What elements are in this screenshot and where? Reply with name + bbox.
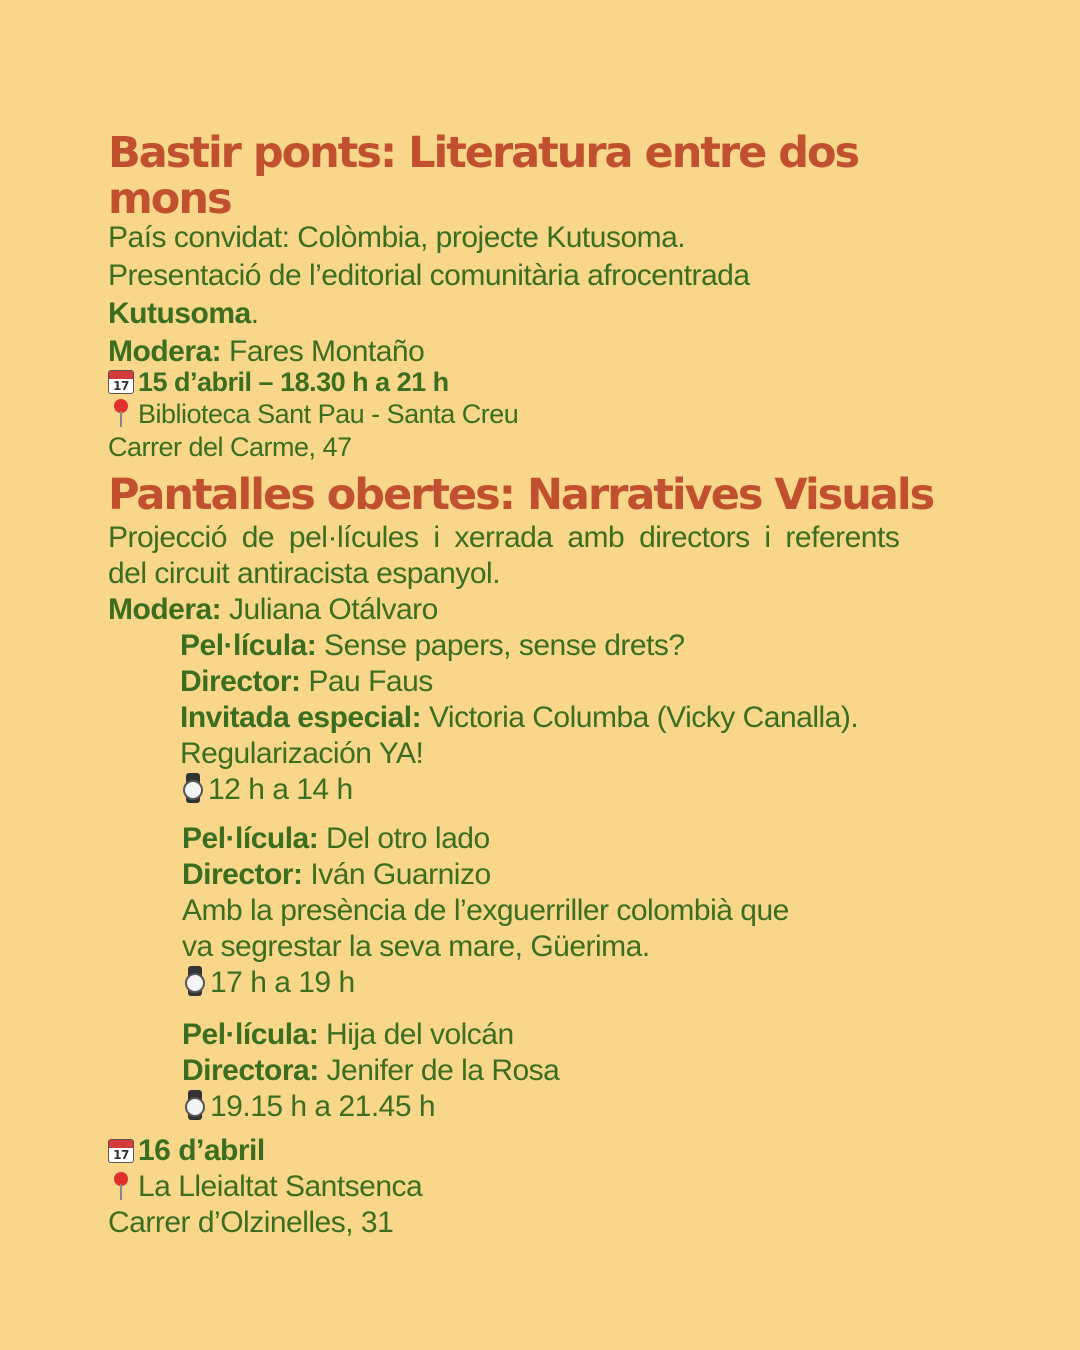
film1-time xyxy=(182,772,353,808)
film1-time-text: 12 h a 14 h xyxy=(208,773,353,806)
section1-publisher-line xyxy=(108,296,259,332)
moderator-name: Juliana Otálvaro xyxy=(221,593,438,626)
section2-date-text: 16 d’abril xyxy=(138,1134,265,1167)
section1-presentation-line: Presentació de l’editorial comunitària afrocentrada xyxy=(108,259,750,292)
section1-address: Carrer del Carme, 47 xyxy=(108,432,352,462)
section1-venue xyxy=(108,396,518,432)
section1-title-line2: mons xyxy=(108,174,231,224)
film1-guest-line xyxy=(180,700,858,736)
film2-time-text: 17 h a 19 h xyxy=(210,966,355,999)
section2-moderator xyxy=(108,592,438,628)
section2-desc-line2: del circuit antiracista espanyol. xyxy=(108,557,501,590)
film2-time xyxy=(184,965,355,1001)
director-name: Pau Faus xyxy=(300,665,433,698)
guest-name: Victoria Columba (Vicky Canalla). xyxy=(421,701,859,734)
film2-director-line xyxy=(182,857,491,893)
film-title: Hija del volcán xyxy=(318,1018,514,1051)
guest-label: Invitada especial: xyxy=(180,701,422,734)
moderator-label: Modera: xyxy=(108,593,222,626)
film2-note-line2: va segrestar la seva mare, Güerima. xyxy=(182,930,650,963)
section1-date xyxy=(108,364,449,400)
section2-desc-line1: Projecció de pel·lícules i xerrada amb directors i referents xyxy=(108,521,900,554)
film3-director-line xyxy=(182,1053,559,1089)
film2-note-line1: Amb la presència de l’exguerriller colombià que xyxy=(182,894,789,927)
section2-venue xyxy=(108,1169,422,1205)
director-name: Jenifer de la Rosa xyxy=(318,1054,560,1087)
section2-date xyxy=(108,1133,265,1169)
director-name: Iván Guarnizo xyxy=(302,858,491,891)
film1-title-line xyxy=(180,628,685,664)
section1-date-text: 15 d’abril – 18.30 h a 21 h xyxy=(138,367,449,397)
director-label: Director: xyxy=(180,665,301,698)
film-title: Sense papers, sense drets? xyxy=(316,629,685,662)
film2-title-line xyxy=(182,821,490,857)
section2-title: Pantalles obertes: Narratives Visuals xyxy=(108,470,934,520)
calendar-icon xyxy=(108,370,134,394)
section2-venue-text: La Lleialtat Santsenca xyxy=(138,1170,423,1203)
section1-venue-text: Biblioteca Sant Pau - Santa Creu xyxy=(138,399,519,429)
publisher-name: Kutusoma xyxy=(108,297,251,330)
director-label: Directora: xyxy=(182,1054,319,1087)
film-label: Pel·lícula: xyxy=(182,822,319,855)
watch-icon xyxy=(182,773,204,803)
section2-address: Carrer d’Olzinelles, 31 xyxy=(108,1206,394,1239)
film-label: Pel·lícula: xyxy=(180,629,317,662)
moderator-name: Fares Montaño xyxy=(221,335,425,368)
film1-guest-line2: Regularización YA! xyxy=(180,737,424,770)
film3-title-line xyxy=(182,1017,514,1053)
pin-icon xyxy=(108,399,132,427)
publisher-period: . xyxy=(250,297,259,330)
film-title: Del otro lado xyxy=(318,822,490,855)
section1-country-line: País convidat: Colòmbia, projecte Kutusoma. xyxy=(108,221,686,254)
watch-icon xyxy=(184,1090,206,1120)
film-label: Pel·lícula: xyxy=(182,1018,319,1051)
film1-director-line xyxy=(180,664,433,700)
director-label: Director: xyxy=(182,858,303,891)
pin-icon xyxy=(108,1172,132,1200)
moderator-label: Modera: xyxy=(108,335,222,368)
calendar-icon xyxy=(108,1139,134,1163)
section1-title-line1: Bastir ponts: Literatura entre dos xyxy=(108,128,859,178)
watch-icon xyxy=(184,966,206,996)
film3-time xyxy=(184,1089,435,1125)
film3-time-text: 19.15 h a 21.45 h xyxy=(210,1090,436,1123)
